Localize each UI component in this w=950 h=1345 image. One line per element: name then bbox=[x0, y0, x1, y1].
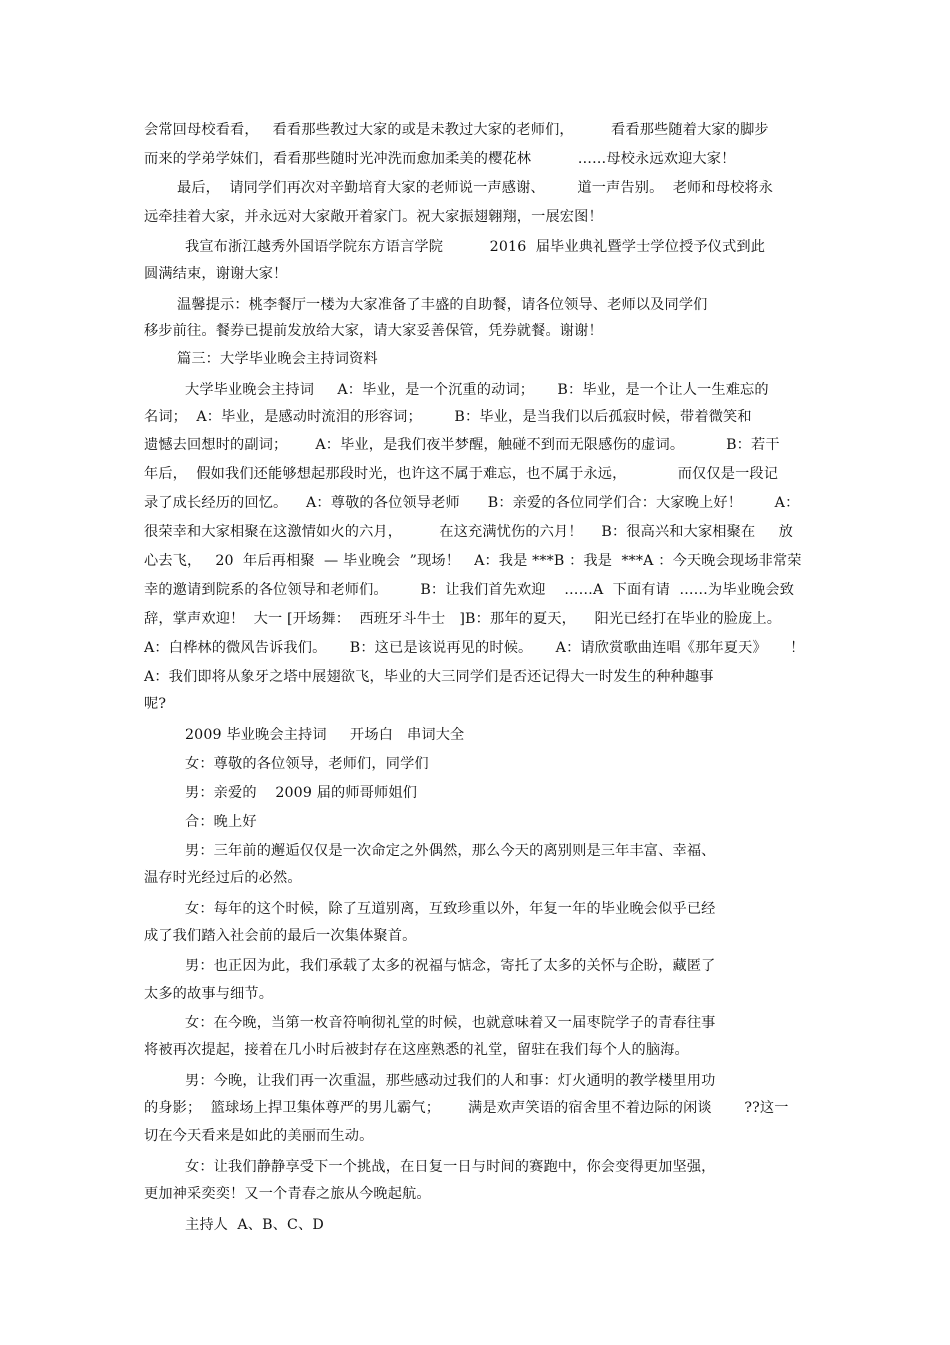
text-line: 而来的学弟学妹们，看看那些随时光冲洗而愈加柔美的樱花林 ……母校永远欢迎大家！ bbox=[144, 151, 736, 167]
text-line: 男：也正因为此，我们承载了太多的祝福与惦念，寄托了太多的关怀与企盼，藏匿了 bbox=[185, 958, 716, 974]
text-line: 录了成长经历的回忆。 A：尊敬的各位领导老师 B：亲爱的各位同学们合：大家晚上好！ A： bbox=[144, 495, 800, 511]
text-line: 年后， 假如我们还能够想起那段时光，也许这不属于难忘，也不属于永远， 而仅仅是一段记 bbox=[144, 466, 779, 482]
text-line: 圆满结束，谢谢大家！ bbox=[144, 266, 288, 282]
section-heading: 篇三：大学毕业晚会主持词资料 bbox=[177, 351, 378, 367]
text-line: 遗憾去回想时的副词； A：毕业，是我们夜半梦醒，触碰不到而无限感伤的虚词。 B：若干 bbox=[144, 437, 780, 453]
text-line: 温馨提示：桃李餐厅一楼为大家准备了丰盛的自助餐，请各位领导、老师以及同学们 bbox=[177, 297, 708, 313]
text-line: 成了我们踏入社会前的最后一次集体聚首。 bbox=[144, 928, 417, 944]
text-line: 男：三年前的邂逅仅仅是一次命定之外偶然，那么今天的离别则是三年丰富、幸福、 bbox=[185, 843, 716, 859]
text-line: 幸的邀请到院系的各位领导和老师们。 B：让我们首先欢迎 ……A 下面有请 ……为毕业晚会致 bbox=[144, 582, 795, 598]
text-line: 最后， 请同学们再次对辛勤培育大家的老师说一声感谢、 道一声告别。 老师和母校将永 bbox=[177, 180, 774, 196]
text-line: 很荣幸和大家相聚在这激情如火的六月， 在这充满忧伤的六月！ B：很高兴和大家相聚在 放 bbox=[144, 524, 793, 540]
text-line: 更加神采奕奕！又一个青春之旅从今晚起航。 bbox=[144, 1186, 431, 1202]
text-line: 会常回母校看看， 看看那些教过大家的或是未教过大家的老师们， 看看那些随着大家的脚步 bbox=[144, 122, 769, 138]
text-line: 远牵挂着大家，并永远对大家敞开着家门。祝大家振翅翱翔，一展宏图！ bbox=[144, 209, 603, 225]
text-line: 女：在今晚，当第一枚音符响彻礼堂的时候，也就意味着又一届枣院学子的青春往事 bbox=[185, 1015, 716, 1031]
text-line: 太多的故事与细节。 bbox=[144, 986, 274, 1002]
text-line: 我宣布浙江越秀外国语学院东方语言学院 2016 届毕业典礼暨学士学位授予仪式到此 bbox=[185, 239, 766, 255]
text-line: 切在今天看来是如此的美丽而生动。 bbox=[144, 1128, 374, 1144]
text-line: 将被再次提起，接着在几小时后被封存在这座熟悉的礼堂，留驻在我们每个人的脑海。 bbox=[144, 1042, 689, 1058]
text-line: 女：让我们静静享受下一个挑战，在日复一日与时间的赛跑中，你会变得更加坚强， bbox=[185, 1159, 716, 1175]
section-heading: 2009 毕业晚会主持词 开场白 串词大全 bbox=[185, 727, 465, 743]
text-line: 心去飞， 20 年后再相聚 — 毕业晚会 ”现场！ A：我是 ***B ：我是 ***A ：今天晚会现场非常荣 bbox=[144, 553, 802, 569]
text-line: 男：亲爱的 2009 届的师哥师姐们 bbox=[185, 785, 418, 801]
text-line: 辞，掌声欢迎！ 大一 [开场舞： 西班牙斗牛士 ]B：那年的夏天， 阳光已经打在毕业的脸庞上。 bbox=[144, 611, 782, 627]
text-line: 名词； A：毕业，是感动时流泪的形容词； B：毕业，是当我们以后孤寂时候，带着微笑和 bbox=[144, 409, 752, 425]
text-line: 合：晚上好 bbox=[185, 814, 257, 830]
text-line: 主持人 A、B、C、D bbox=[185, 1217, 324, 1233]
text-line: A：我们即将从象牙之塔中展翅欲飞，毕业的大三同学们是否还记得大一时发生的种种趣事 bbox=[144, 669, 714, 685]
text-line: 男：今晚，让我们再一次重温，那些感动过我们的人和事：灯火通明的教学楼里用功 bbox=[185, 1073, 716, 1089]
text-line: A：白桦林的微风告诉我们。 B：这已是该说再见的时候。 A：请欣赏歌曲连唱《那年夏天》 ！ bbox=[144, 640, 805, 656]
text-line: 女：每年的这个时候，除了互道别离，互致珍重以外，年复一年的毕业晚会似乎已经 bbox=[185, 901, 716, 917]
text-line: 温存时光经过后的必然。 bbox=[144, 870, 302, 886]
text-line: 呢? bbox=[144, 696, 167, 712]
text-line: 移步前往。餐券已提前发放给大家，请大家妥善保管，凭券就餐。谢谢！ bbox=[144, 323, 603, 339]
text-line: 女：尊敬的各位领导，老师们，同学们 bbox=[185, 756, 429, 772]
text-line: 的身影； 篮球场上捍卫集体尊严的男儿霸气； 满是欢声笑语的宿舍里不着边际的闲谈 ??这一 bbox=[144, 1100, 789, 1116]
text-line: 大学毕业晚会主持词 A：毕业，是一个沉重的动词； B：毕业，是一个让人一生难忘的 bbox=[185, 382, 769, 398]
